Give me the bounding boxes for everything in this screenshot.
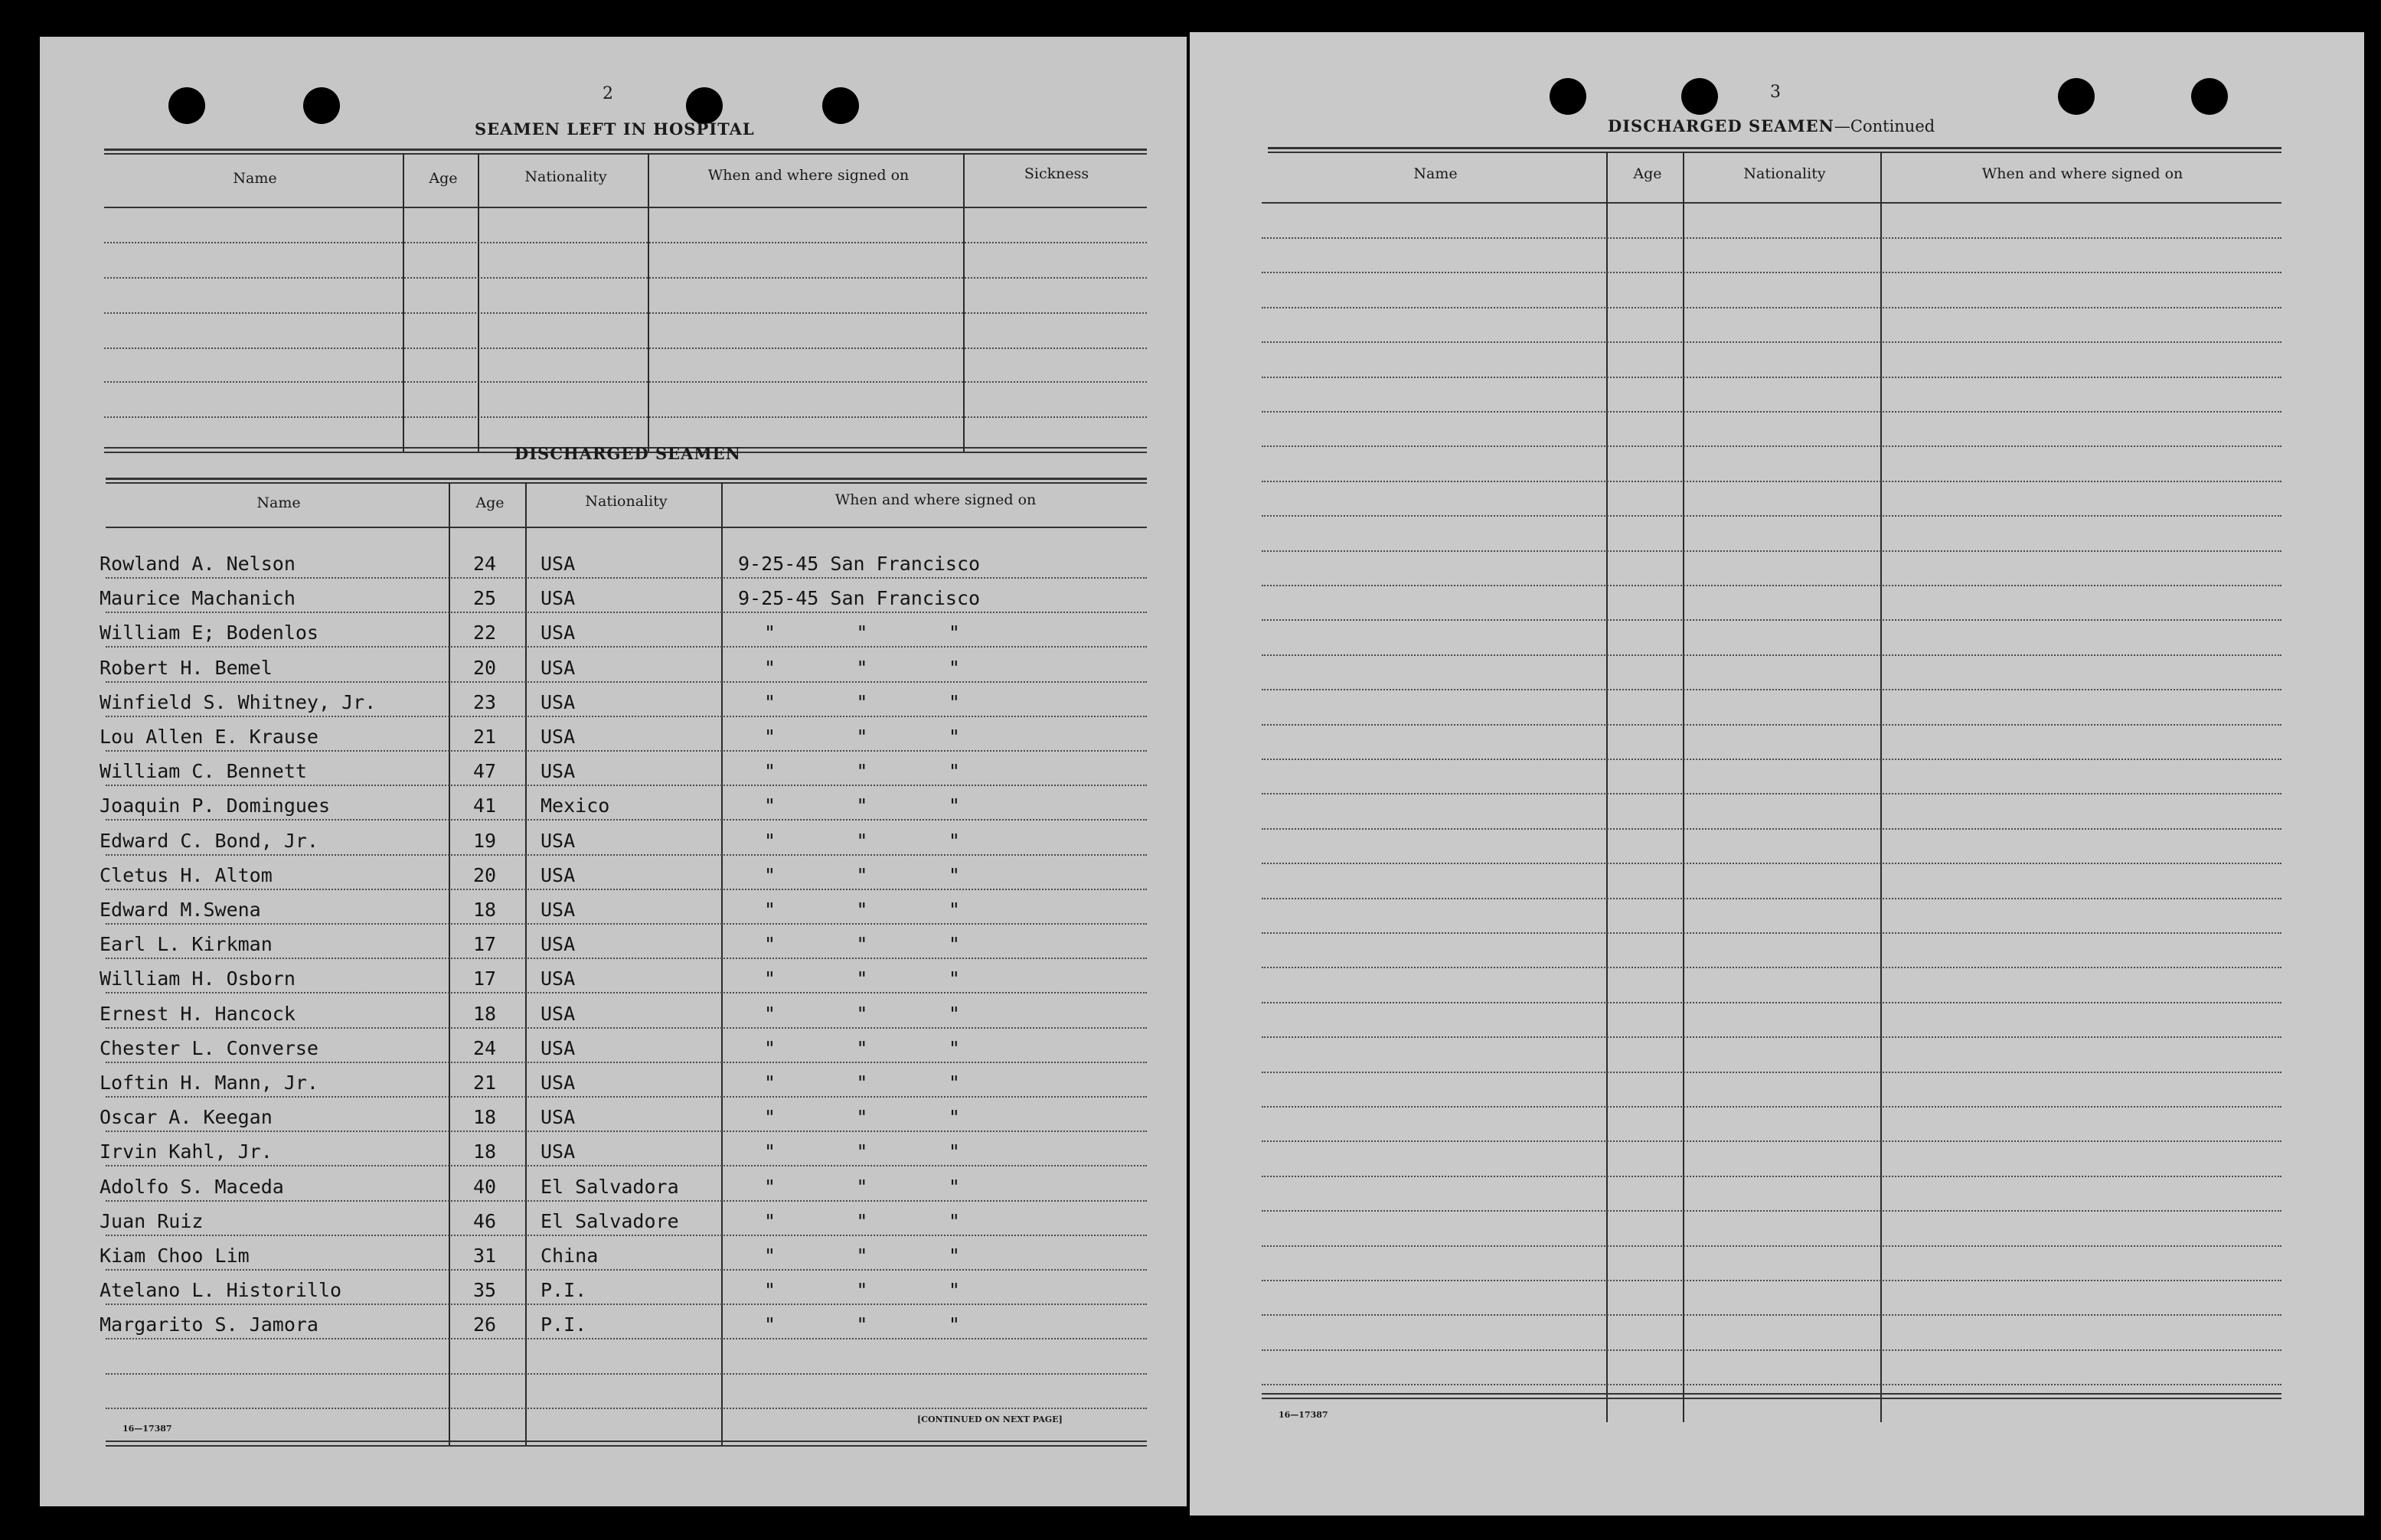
entry-line [106,1338,1147,1339]
column-divider [963,153,965,452]
rule [104,148,1147,151]
row-age: 21 [473,1072,497,1094]
row-signed: " " " [764,1245,960,1267]
row-age: 17 [473,967,497,990]
entry-line [1262,724,2281,726]
row-name: Chester L. Converse [100,1036,318,1059]
row-name: Margarito S. Jamora [100,1313,318,1336]
row-signed: 9-25-45 San Francisco [738,553,981,575]
row-age: 20 [473,863,497,886]
entry-line [1262,1210,2281,1212]
row-nationality: USA [541,726,576,748]
row-age: 18 [473,899,497,921]
row-signed: " " " [764,656,960,679]
entry-line [106,1408,1147,1409]
rule [106,527,1147,528]
entry-line [1262,377,2281,378]
right-title [1608,116,1935,135]
row-nationality: China [541,1245,599,1267]
entry-line [106,1027,1147,1029]
entry-line [1262,619,2281,621]
row-signed: " " " [764,1175,960,1198]
right-col-name: Name [1413,165,1458,182]
row-signed: 9-25-45 San Francisco [738,587,981,610]
column-divider [449,482,450,1445]
row-nationality: USA [541,690,576,713]
column-divider [721,482,723,1445]
row-name: Cletus H. Altom [100,863,273,886]
entry-line [106,1062,1147,1063]
entry-line [106,1269,1147,1271]
entry-line [104,242,1147,243]
row-name: Kiam Choo Lim [100,1245,250,1267]
rule [1268,147,2281,149]
entry-line [106,646,1147,648]
rule [106,1445,1147,1447]
page-number: 3 [1770,83,1781,102]
rule [1262,202,2281,204]
continued-note: [CONTINUED ON NEXT PAGE] [917,1414,1063,1424]
entry-line [106,785,1147,786]
right-col-nationality: Nationality [1743,165,1826,182]
entry-line [106,819,1147,821]
rule [106,1440,1147,1442]
row-age: 46 [473,1209,497,1232]
row-nationality: USA [541,760,576,783]
row-signed: " " " [764,760,960,783]
right-page [1190,32,2364,1516]
entry-line [106,1096,1147,1098]
hospital-col-signed: When and where signed on [707,167,910,184]
entry-line [1262,411,2281,413]
right-col-signed: When and where signed on [1981,165,2183,182]
row-age: 18 [473,1106,497,1129]
row-name: Edward C. Bond, Jr. [100,829,318,852]
row-age: 19 [473,829,497,852]
entry-line [104,312,1147,314]
row-age: 25 [473,587,497,610]
form-number: 16—17387 [122,1424,172,1434]
row-signed: " " " [764,1002,960,1025]
row-nationality: P.I. [541,1313,587,1336]
row-age: 18 [473,1140,497,1163]
row-age: 24 [473,553,497,575]
hospital-col-nationality: Nationality [524,168,607,185]
entry-line [1262,828,2281,830]
hospital-col-name: Name [233,170,277,187]
entry-line [1262,793,2281,794]
row-name: Lou Allen E. Krause [100,726,318,748]
row-nationality: USA [541,829,576,852]
page-number: 2 [603,84,613,103]
entry-line [1262,1384,2281,1385]
row-nationality: Mexico [541,794,610,817]
row-name: Joaquin P. Domingues [100,794,331,817]
row-name: William H. Osborn [100,967,296,990]
entry-line [106,1131,1147,1132]
row-nationality: USA [541,1072,576,1094]
row-nationality: USA [541,656,576,679]
entry-line [1262,1002,2281,1003]
row-name: Maurice Machanich [100,587,296,610]
entry-line [106,1200,1147,1202]
entry-line [106,750,1147,752]
row-signed: " " " [764,1036,960,1059]
row-nationality: El Salvadora [541,1175,679,1198]
row-age: 18 [473,1002,497,1025]
rule [1262,1393,2281,1395]
row-signed: " " " [764,1279,960,1302]
rule [106,482,1147,484]
entry-line [104,381,1147,383]
row-signed: " " " [764,794,960,817]
row-nationality: USA [541,899,576,921]
row-nationality: USA [541,1002,576,1025]
row-age: 31 [473,1245,497,1267]
row-name: Ernest H. Hancock [100,1002,296,1025]
entry-line [1262,550,2281,552]
entry-line [104,347,1147,349]
entry-line [1262,1245,2281,1247]
row-name: Oscar A. Keegan [100,1106,273,1129]
discharged-col-nationality: Nationality [585,493,668,510]
entry-line [106,577,1147,579]
entry-line [1262,898,2281,899]
entry-line [106,716,1147,717]
entry-line [106,889,1147,890]
row-nationality: P.I. [541,1279,587,1302]
row-name: Irvin Kahl, Jr. [100,1140,273,1163]
row-signed: " " " [764,1072,960,1094]
row-nationality: USA [541,933,576,956]
row-age: 23 [473,690,497,713]
row-signed: " " " [764,1106,960,1129]
row-name: Earl L. Kirkman [100,933,273,956]
row-name: William C. Bennett [100,760,307,783]
row-name: Edward M.Swena [100,899,261,921]
discharged-title: DISCHARGED SEAMEN [514,444,741,463]
entry-line [1262,515,2281,517]
punch-hole [1681,78,1718,115]
hospital-col-sickness: Sickness [1024,165,1089,182]
row-signed: " " " [764,863,960,886]
column-divider [403,153,404,452]
right-col-age: Age [1633,165,1662,182]
row-age: 47 [473,760,497,783]
row-age: 17 [473,933,497,956]
row-age: 22 [473,622,497,644]
row-signed: " " " [764,690,960,713]
row-signed: " " " [764,1209,960,1232]
row-name: Atelano L. Historillo [100,1279,342,1302]
column-divider [648,153,649,452]
column-divider [478,153,479,452]
rule [1262,1398,2281,1399]
rule [106,478,1147,480]
row-age: 21 [473,726,497,748]
row-nationality: El Salvadore [541,1209,679,1232]
row-signed: " " " [764,622,960,644]
entry-line [106,1303,1147,1305]
row-signed: " " " [764,1313,960,1336]
row-signed: " " " [764,967,960,990]
entry-line [1262,654,2281,656]
row-nationality: USA [541,587,576,610]
row-age: 35 [473,1279,497,1302]
punch-hole [168,87,205,124]
rule [104,153,1147,155]
punch-hole [2058,78,2095,115]
entry-line [106,1165,1147,1166]
entry-line [1262,967,2281,968]
entry-line [106,854,1147,856]
right-title-main: DISCHARGED SEAMEN [1608,116,1834,135]
discharged-col-name: Name [256,494,301,511]
entry-line [1262,1072,2281,1073]
punch-hole [822,87,859,124]
row-nationality: USA [541,553,576,575]
entry-line [1262,1106,2281,1108]
entry-line [1262,759,2281,760]
left-page [40,37,1187,1506]
entry-line [106,958,1147,959]
row-signed: " " " [764,829,960,852]
row-nationality: USA [541,863,576,886]
row-name: Juan Ruiz [100,1209,204,1232]
entry-line [1262,863,2281,864]
rule [1268,152,2281,153]
entry-line [1262,307,2281,308]
entry-line [1262,932,2281,934]
row-age: 41 [473,794,497,817]
punch-hole [1550,78,1586,115]
row-nationality: USA [541,1140,576,1163]
entry-line [1262,445,2281,447]
row-name: Adolfo S. Maceda [100,1175,284,1198]
entry-line [104,416,1147,418]
entry-line [1262,272,2281,273]
rule [104,207,1147,208]
entry-line [1262,1280,2281,1281]
row-signed: " " " [764,1140,960,1163]
entry-line [106,1373,1147,1375]
row-age: 24 [473,1036,497,1059]
row-nationality: USA [541,967,576,990]
row-name: Robert H. Bemel [100,656,273,679]
discharged-col-signed: When and where signed on [834,491,1037,508]
row-signed: " " " [764,726,960,748]
entry-line [106,923,1147,925]
entry-line [106,612,1147,613]
entry-line [1262,1314,2281,1316]
row-age: 20 [473,656,497,679]
discharged-col-age: Age [475,494,505,511]
column-divider [525,482,527,1445]
entry-line [1262,481,2281,482]
form-number: 16—17387 [1279,1410,1328,1420]
entry-line [1262,585,2281,586]
row-age: 40 [473,1175,497,1198]
row-nationality: USA [541,622,576,644]
row-age: 26 [473,1313,497,1336]
row-name: William E; Bodenlos [100,622,318,644]
entry-line [104,277,1147,279]
row-name: Loftin H. Mann, Jr. [100,1072,318,1094]
row-signed: " " " [764,899,960,921]
entry-line [1262,1349,2281,1351]
punch-hole [686,87,723,124]
entry-line [1262,1036,2281,1038]
row-nationality: USA [541,1036,576,1059]
entry-line [106,992,1147,993]
hospital-col-age: Age [429,170,458,187]
right-title-suffix: —Continued [1834,117,1935,135]
row-signed: " " " [764,933,960,956]
entry-line [106,681,1147,683]
entry-line [1262,1176,2281,1177]
entry-line [106,1235,1147,1236]
row-name: Winfield S. Whitney, Jr. [100,690,377,713]
row-name: Rowland A. Nelson [100,553,296,575]
punch-hole [303,87,340,124]
entry-line [1262,341,2281,343]
punch-hole [2191,78,2228,115]
hospital-title: SEAMEN LEFT IN HOSPITAL [475,119,755,139]
entry-line [1262,237,2281,239]
entry-line [1262,689,2281,690]
entry-line [1262,1140,2281,1142]
row-nationality: USA [541,1106,576,1129]
